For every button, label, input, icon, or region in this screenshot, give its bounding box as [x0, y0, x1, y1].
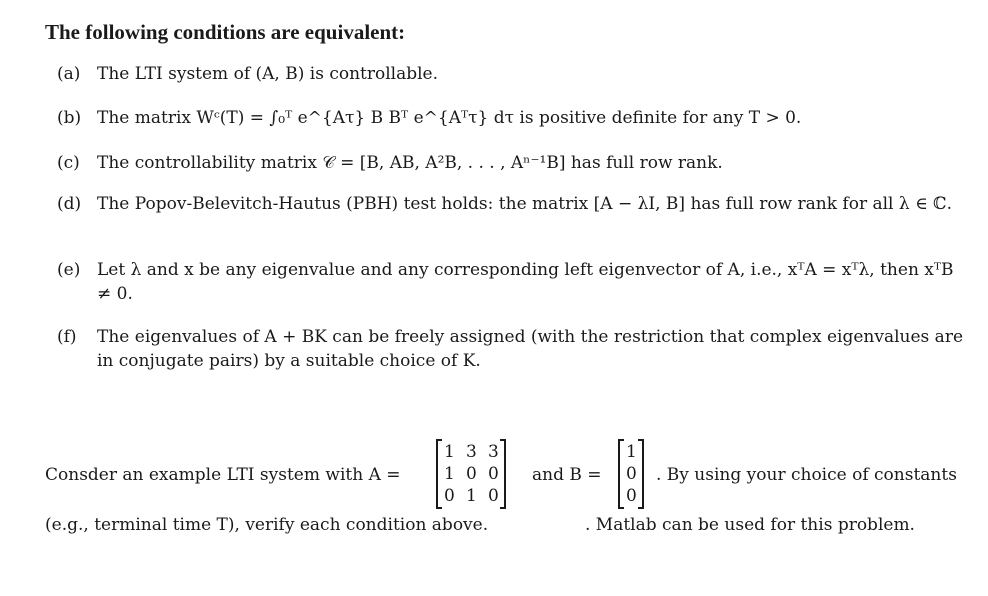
example-matlab: . Matlab can be used for this problem. [585, 515, 915, 535]
example-intro: Consder an example LTI system with A = [45, 465, 401, 485]
example-constants: . By using your choice of constants [656, 465, 957, 485]
condition-e [57, 258, 967, 306]
matrix-a-cell: 0 [444, 486, 455, 506]
matrix-b-cell: 1 [626, 442, 637, 462]
matrix-a-cell: 3 [488, 442, 499, 462]
matrix-a-cell: 3 [466, 442, 477, 462]
matrix-b-cell: 0 [626, 464, 637, 484]
condition-label: (d) [57, 194, 82, 214]
matrix-a-cell: 1 [444, 464, 455, 484]
example-and-b: and B = [532, 465, 602, 485]
matrix-b-cell: 0 [626, 486, 637, 506]
condition-d [57, 192, 967, 216]
matrix-b [618, 441, 644, 507]
matrix-a [436, 441, 506, 507]
condition-label: (b) [57, 108, 82, 128]
matrix-a-cell: 0 [466, 464, 477, 484]
example-block [45, 437, 975, 557]
condition-text: The matrix Wᶜ(T) = ∫₀ᵀ e^{Aτ} B Bᵀ e^{Aᵀτ} dτ is positive definite for any T > 0. [97, 108, 802, 128]
condition-f [57, 325, 967, 373]
matrix-a-cell: 0 [488, 464, 499, 484]
condition-b [57, 106, 967, 130]
matrix-a-cell: 1 [444, 442, 455, 462]
condition-text: The LTI system of (A, B) is controllable. [97, 64, 439, 84]
matrix-a-cell: 0 [488, 486, 499, 506]
page-heading: The following conditions are equivalent: [45, 20, 406, 44]
condition-text: Let λ and x be any eigenvalue and any corresponding left eigenvector of A, i.e., xᵀA = xᵀλ, then xᵀB ≠ 0. [97, 260, 954, 304]
matrix-a-cell: 1 [466, 486, 477, 506]
condition-label: (a) [57, 64, 81, 84]
condition-text: The controllability matrix 𝒞 = [B, AB, A²B, . . . , Aⁿ⁻¹B] has full row rank. [97, 153, 723, 173]
condition-a [57, 62, 967, 86]
condition-label: (f) [57, 327, 77, 347]
condition-label: (e) [57, 260, 81, 280]
condition-text: The Popov-Belevitch-Hautus (PBH) test holds: the matrix [A − λI, B] has full row rank for all λ ∈ ℂ. [97, 194, 952, 214]
condition-c [57, 151, 967, 175]
condition-label: (c) [57, 153, 80, 173]
example-line2: (e.g., terminal time T), verify each condition above. [45, 515, 489, 535]
condition-text: The eigenvalues of A + BK can be freely assigned (with the restriction that complex eigenvalues are in conjugate pairs) by a suitable choice of K. [97, 327, 964, 371]
